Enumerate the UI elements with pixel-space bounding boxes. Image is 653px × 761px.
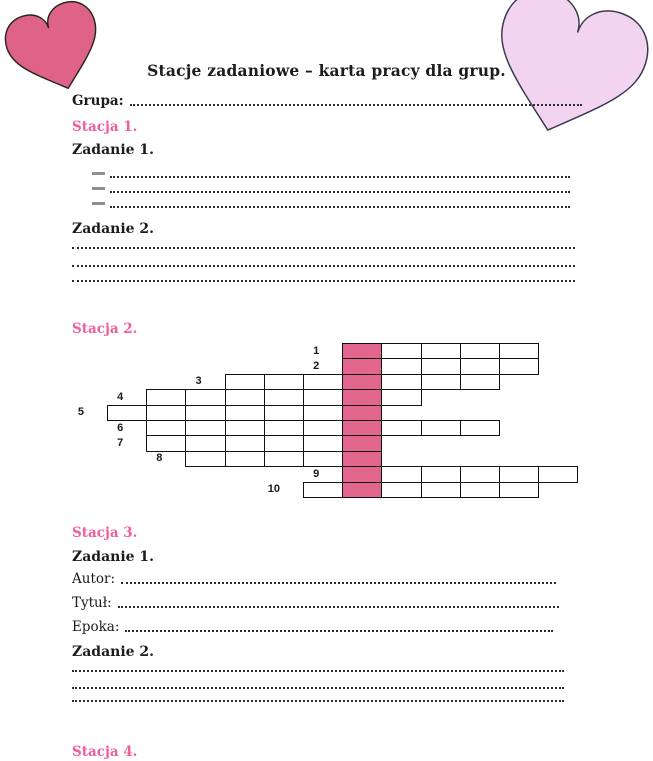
- crossword-cell-highlighted: [342, 466, 382, 482]
- crossword-row-number: 6: [117, 421, 124, 434]
- bullet-answer-line: [92, 200, 570, 212]
- crossword-cell-highlighted: [342, 374, 382, 390]
- crossword-cell: [225, 435, 265, 451]
- station-4-heading: Stacja 4.: [72, 744, 138, 760]
- answer-line: [118, 606, 559, 608]
- crossword-cell: [381, 466, 421, 482]
- crossword-cell: [381, 358, 421, 374]
- crossword-cell: [538, 466, 578, 482]
- crossword-row-number: 7: [117, 436, 124, 449]
- crossword-cell: [185, 420, 225, 436]
- crossword-cell: [303, 420, 343, 436]
- crossword-cell: [185, 389, 225, 405]
- epoch-label: Epoka:: [72, 619, 120, 635]
- crossword-cell-highlighted: [342, 343, 382, 359]
- crossword-cell: [225, 451, 265, 467]
- crossword-cell-highlighted: [342, 420, 382, 436]
- crossword-cell: [460, 466, 500, 482]
- crossword-cell: [421, 343, 461, 359]
- answer-line: [110, 176, 570, 178]
- crossword-cell: [303, 374, 343, 390]
- crossword-cell: [381, 374, 421, 390]
- crossword-cell: [460, 420, 500, 436]
- crossword-cell: [421, 466, 461, 482]
- station-2-heading: Stacja 2.: [72, 321, 138, 337]
- crossword-cell: [146, 420, 186, 436]
- crossword-cell: [303, 451, 343, 467]
- crossword-cell: [146, 405, 186, 421]
- bullet-answer-line: [92, 170, 570, 182]
- answer-line: [72, 247, 575, 249]
- crossword-row-number: 1: [313, 344, 320, 357]
- answer-line: [72, 670, 564, 672]
- page-title: Stacje zadaniowe – karta pracy dla grup.: [147, 61, 506, 80]
- title-label: Tytuł:: [72, 595, 112, 611]
- dash-bullet: [92, 202, 105, 205]
- crossword-cell: [264, 435, 304, 451]
- crossword-cell: [421, 358, 461, 374]
- crossword-cell: [264, 389, 304, 405]
- answer-line: [72, 687, 564, 689]
- crossword-cell: [264, 374, 304, 390]
- crossword-cell-highlighted: [342, 389, 382, 405]
- crossword-row-number: 2: [313, 359, 320, 372]
- crossword-cell: [499, 358, 539, 374]
- crossword-cell: [460, 374, 500, 390]
- crossword-cell-highlighted: [342, 482, 382, 498]
- crossword-cell: [225, 420, 265, 436]
- crossword-row-number: 5: [77, 406, 84, 419]
- crossword-cell: [499, 482, 539, 498]
- crossword-cell: [460, 358, 500, 374]
- epoch-fill-in-row: [72, 619, 553, 635]
- crossword-cell: [303, 482, 343, 498]
- dash-bullet: [92, 172, 105, 175]
- crossword-cell: [185, 435, 225, 451]
- answer-line: [72, 265, 575, 267]
- crossword-cell: [185, 405, 225, 421]
- answer-line: [125, 630, 553, 632]
- group-fill-in-row: [72, 93, 582, 109]
- crossword-cell: [303, 435, 343, 451]
- answer-line: [72, 700, 564, 702]
- station-3-task-1-heading: Zadanie 1.: [72, 549, 155, 565]
- crossword-cell: [460, 343, 500, 359]
- crossword-cell: [303, 389, 343, 405]
- crossword-row-number: 4: [117, 390, 124, 403]
- crossword-cell: [421, 374, 461, 390]
- crossword-cell: [225, 405, 265, 421]
- crossword-cell: [146, 389, 186, 405]
- crossword-cell: [303, 405, 343, 421]
- crossword-cell: [225, 374, 265, 390]
- station-1-task-2-heading: Zadanie 2.: [72, 221, 155, 237]
- author-label: Autor:: [72, 571, 115, 587]
- crossword-row-number: 3: [195, 375, 202, 388]
- crossword-cell: [264, 420, 304, 436]
- heart-shape: [0, 0, 112, 102]
- dash-bullet: [92, 187, 105, 190]
- crossword-cell: [381, 420, 421, 436]
- station-3-heading: Stacja 3.: [72, 525, 138, 541]
- crossword-cell: [225, 389, 265, 405]
- crossword-cell: [381, 389, 421, 405]
- crossword-row-number: 9: [313, 467, 320, 480]
- station-1-task-1-heading: Zadanie 1.: [72, 142, 155, 158]
- crossword-cell-highlighted: [342, 435, 382, 451]
- station-3-task-2-heading: Zadanie 2.: [72, 644, 155, 660]
- answer-line: [121, 582, 556, 584]
- author-fill-in-row: [72, 571, 556, 587]
- crossword-cell: [146, 435, 186, 451]
- crossword-cell: [421, 482, 461, 498]
- station-1-heading: Stacja 1.: [72, 119, 138, 135]
- bullet-answer-line: [92, 185, 570, 197]
- crossword-cell-highlighted: [342, 451, 382, 467]
- crossword-cell: [460, 482, 500, 498]
- crossword-cell: [499, 343, 539, 359]
- crossword-cell: [381, 343, 421, 359]
- crossword-cell: [107, 405, 147, 421]
- crossword-cell: [421, 420, 461, 436]
- crossword-cell-highlighted: [342, 358, 382, 374]
- answer-line: [110, 206, 570, 208]
- crossword-cell: [185, 451, 225, 467]
- crossword-cell: [264, 451, 304, 467]
- crossword-cell: [499, 466, 539, 482]
- answer-line: [110, 191, 570, 193]
- crossword-row-number: 8: [156, 452, 163, 465]
- crossword-cell: [381, 482, 421, 498]
- group-answer-line: [130, 104, 582, 106]
- crossword-cell: [264, 405, 304, 421]
- title-fill-in-row: [72, 595, 559, 611]
- answer-line: [72, 280, 575, 282]
- crossword-row-number: 10: [267, 483, 280, 496]
- group-label: Grupa:: [72, 93, 124, 109]
- crossword-cell-highlighted: [342, 405, 382, 421]
